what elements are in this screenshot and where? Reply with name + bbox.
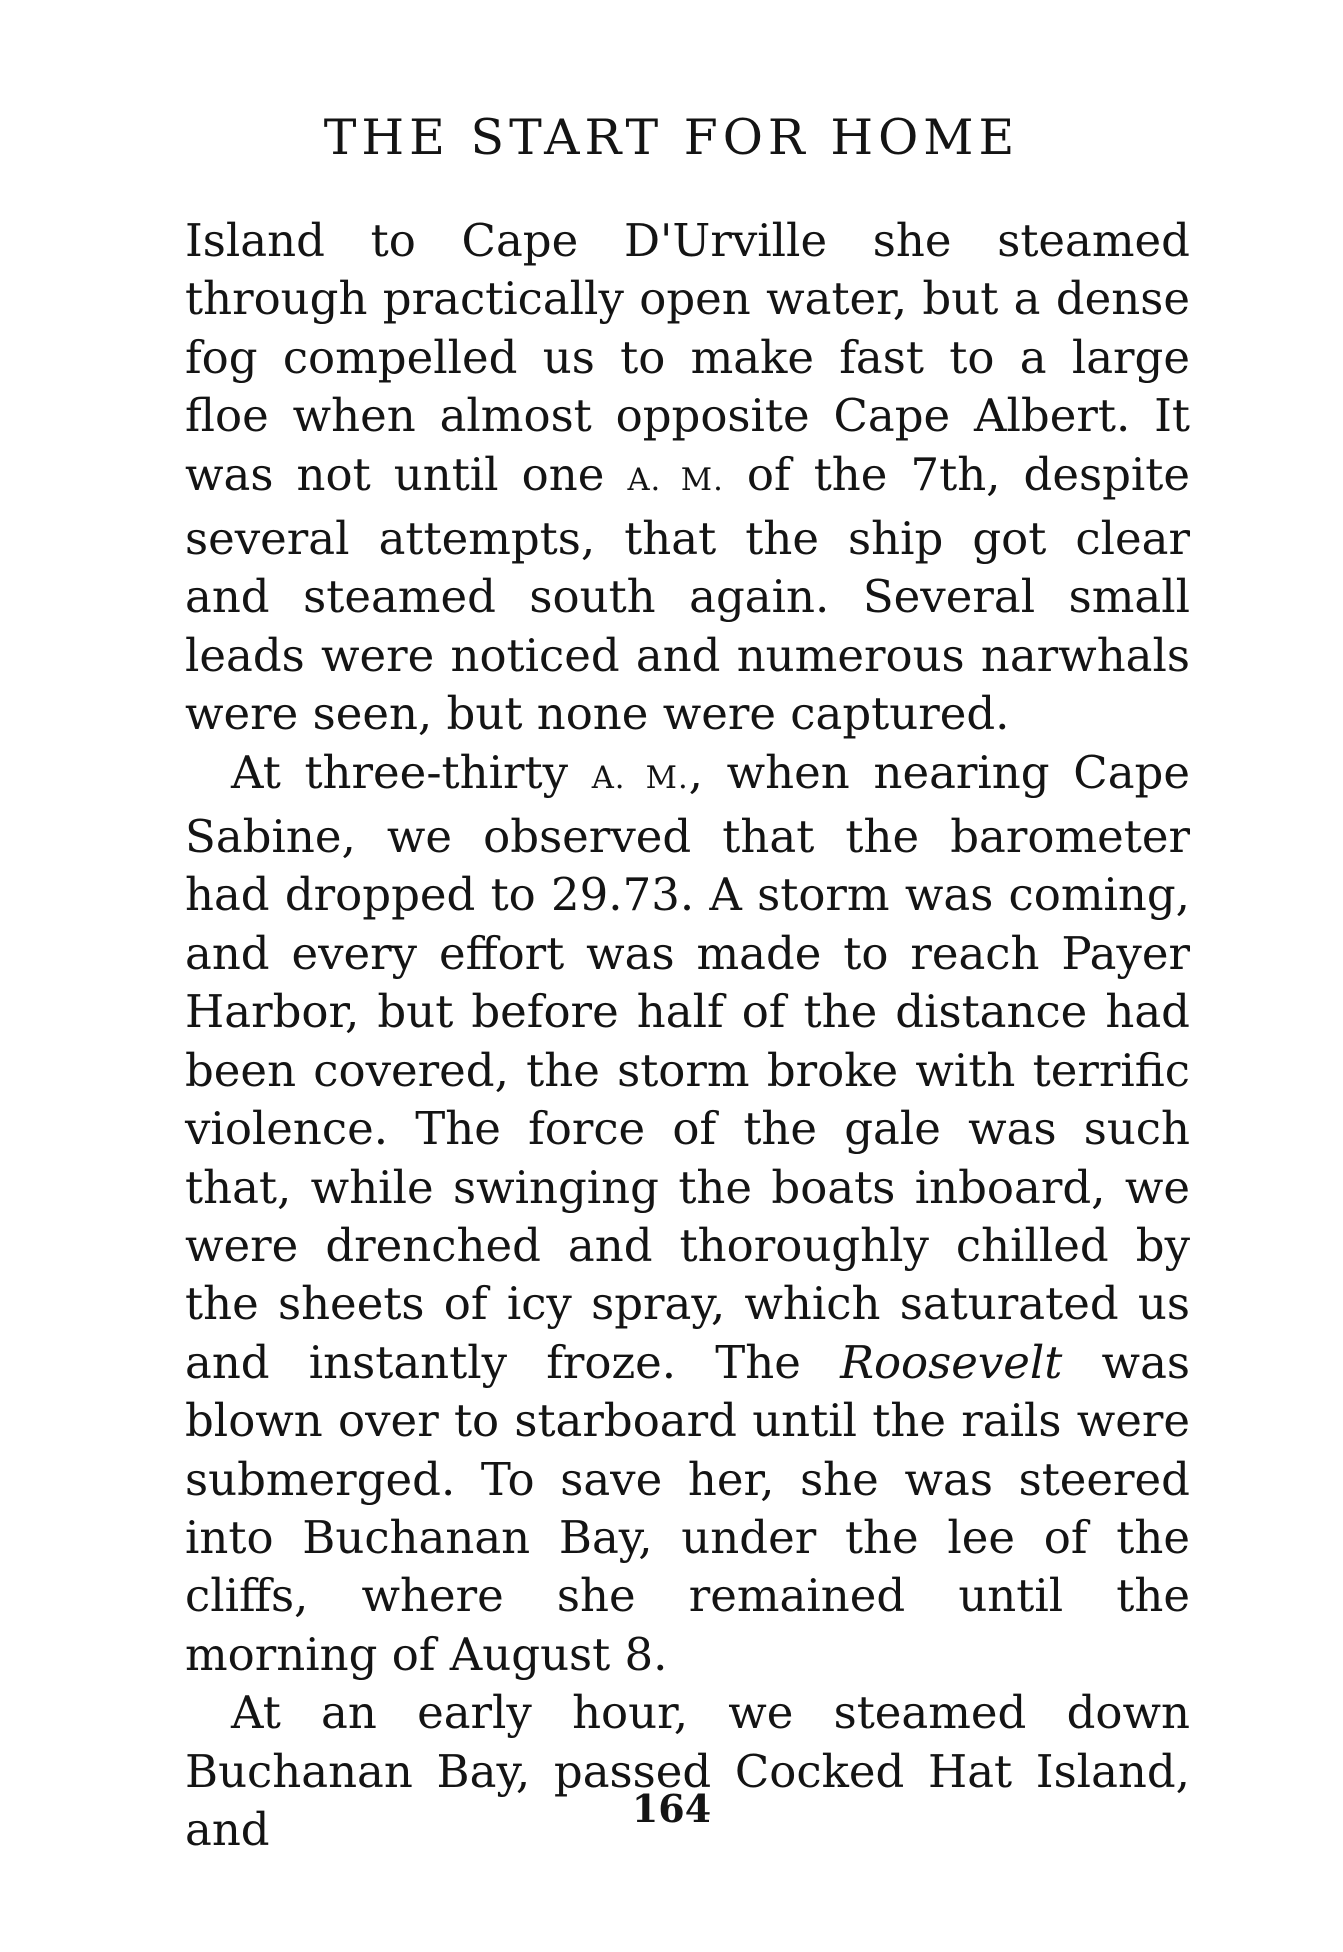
paragraph [185,1684,1190,1859]
text-run: was blown over to starboard until the rails were submerged. To save her, she was steered into Buchanan Bay, under the lee of the cliffs, where she remained until the morning of August 8. [185,1335,1190,1681]
body-text [185,212,1190,1859]
small-caps-abbreviation: A. M. [627,462,724,498]
paragraph [185,212,1190,744]
text-run: At an early hour, we steamed down Buchanan Bay, passed Cocked Hat Island, and [185,1686,1190,1856]
running-head: THE START FOR HOME [323,109,1020,166]
text-run: of the 7th, despite several attempts, that the ship got clear and steamed south again. Several small leads were noticed and numerous narwhals were seen, but none were captured. [185,447,1190,741]
text-run: , when nearing Cape Sabine, we observed that the barometer had dropped to 29.73. A storm was coming, and every effort was made to reach Payer Harbor, but before half of the distance had been covered, the storm broke with terrific violence. The force of the gale was such that, while swinging the boats inboard, we were drenched and thoroughly chilled by the sheets of icy spray, which saturated us and instantly froze. The [185,745,1190,1389]
paragraph [185,744,1190,1685]
text-run: Island to Cape D'Urville she steamed through practically open water, but a dense fog compelled us to make fast to a large floe when almost opposite Cape Albert. It was not until one [185,214,1190,501]
text-run: At three-thirty [231,745,592,799]
small-caps-abbreviation: A. M. [591,760,689,796]
ship-name-italic: Roosevelt [840,1335,1063,1389]
page-number: 164 [631,1786,712,1831]
